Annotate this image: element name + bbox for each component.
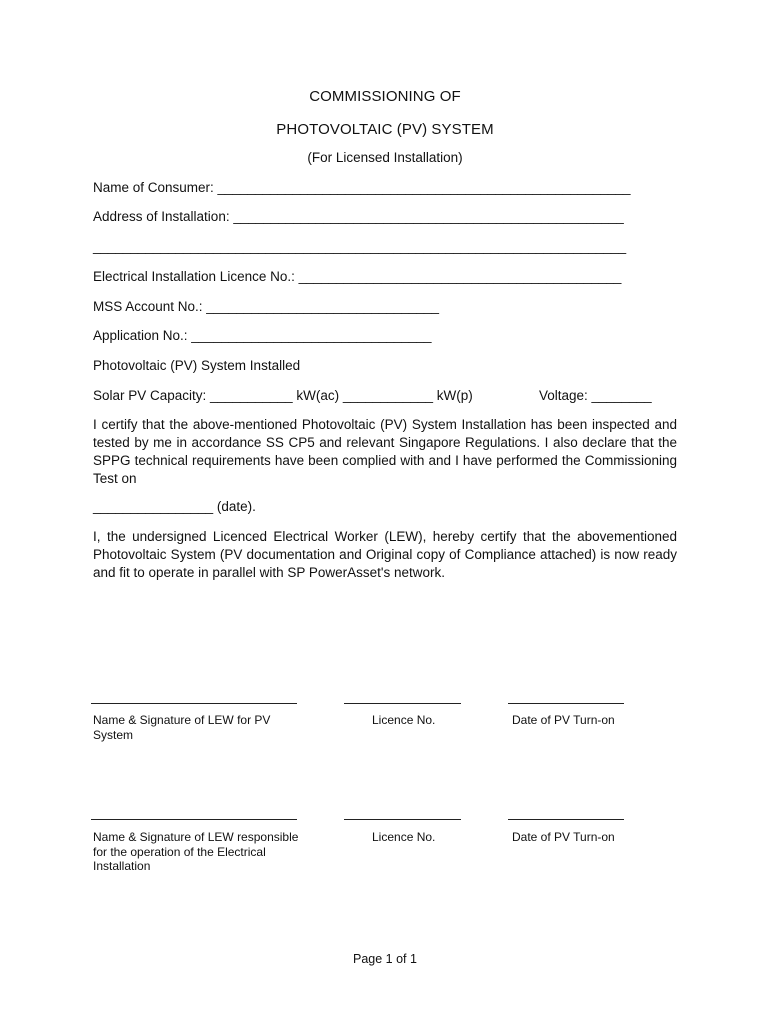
subtitle: (For Licensed Installation) [307, 150, 463, 165]
page-number: Page 1 of 1 [353, 952, 417, 966]
address-of-installation-field: Address of Installation: ____________________________________________________ [93, 209, 624, 224]
licence-no-signature-line-1 [344, 703, 461, 704]
lew-pv-signature-line [91, 703, 297, 704]
title-line-2: PHOTOVOLTAIC (PV) SYSTEM [276, 121, 494, 138]
voltage-field: Voltage: ________ [539, 388, 652, 403]
address-line-2-field: _______________________________________________________________________ [93, 239, 627, 254]
licence-no-label-1: Licence No. [372, 713, 436, 727]
lew-pv-signature-label: Name & Signature of LEW for PV System [93, 713, 271, 742]
lew-operation-signature-line [91, 819, 297, 820]
date-turn-on-label-2: Date of PV Turn-on [512, 830, 615, 844]
name-of-consumer-field: Name of Consumer: _______________________________________________________ [93, 180, 631, 195]
licence-no-field: Electrical Installation Licence No.: ___________________________________________ [93, 269, 622, 284]
date-turn-on-label-1: Date of PV Turn-on [512, 713, 615, 727]
application-no-field: Application No.: ________________________________ [93, 328, 432, 343]
licence-no-label-2: Licence No. [372, 830, 436, 844]
licence-no-signature-line-2 [344, 819, 461, 820]
mss-account-field: MSS Account No.: _______________________________ [93, 299, 440, 314]
certification-paragraph: I certify that the above-mentioned Photovoltaic (PV) System Installation has been inspected and tested by me in accordance SS CP5 and relevant Singapore Regulations. I also declare that the SPPG technical requirements have been complied with and I have performed the Commissioning Test on [93, 417, 677, 486]
solar-pv-capacity-field: Solar PV Capacity: ___________ kW(ac) ____________ kW(p) [93, 388, 473, 403]
commissioning-date-field: ________________ (date). [93, 499, 256, 514]
title-line-1: COMMISSIONING OF [309, 88, 461, 105]
pv-system-installed-label: Photovoltaic (PV) System Installed [93, 358, 301, 373]
date-turn-on-signature-line-1 [508, 703, 624, 704]
date-turn-on-signature-line-2 [508, 819, 624, 820]
lew-certification-paragraph: I, the undersigned Licenced Electrical Worker (LEW), hereby certify that the abovementioned Photovoltaic System (PV documentation and Original copy of Compliance attached) is now ready and fit to operate in parallel with SP PowerAsset's network. [93, 529, 677, 580]
lew-operation-signature-label: Name & Signature of LEW responsible for the operation of the Electrical Installation [93, 830, 299, 873]
